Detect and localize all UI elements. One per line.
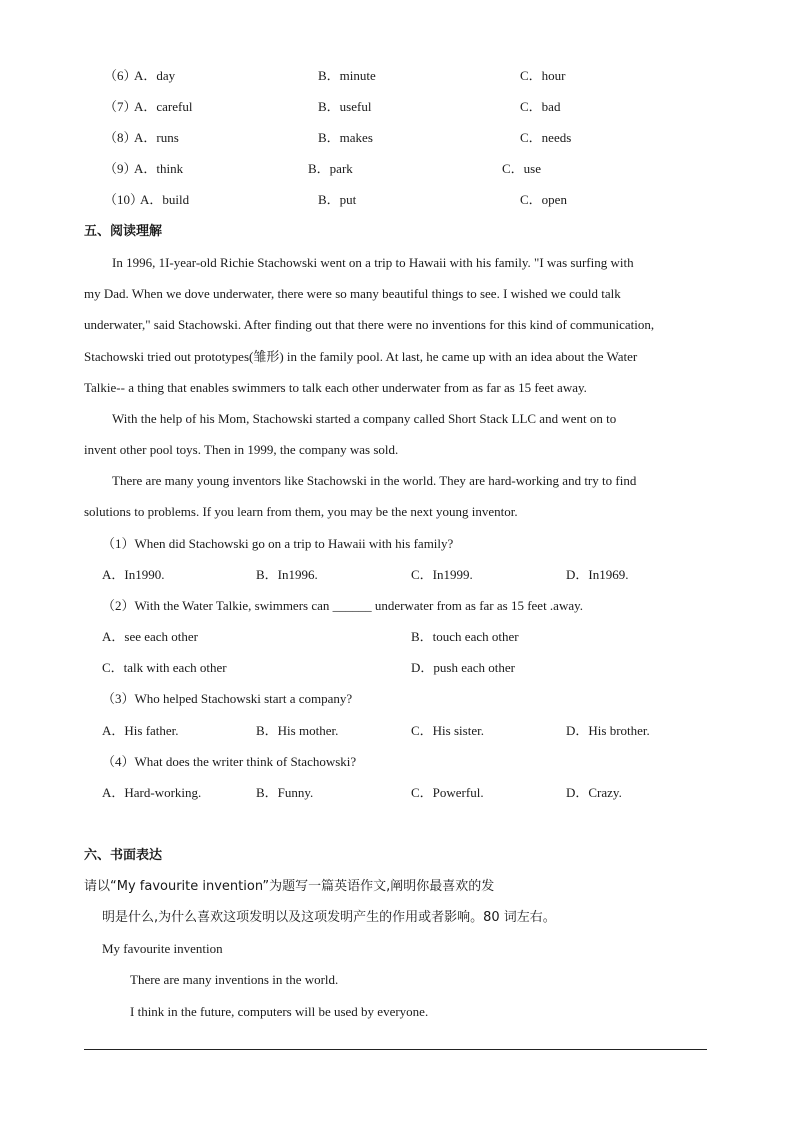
passage-line: Talkie-- a thing that enables swimmers to talk each other underwater from as far as 15 feet away. xyxy=(84,380,587,395)
passage-line: With the help of his Mom, Stachowski started a company called Short Stack LLC and went on to xyxy=(112,411,617,426)
answer-option: D．His brother. xyxy=(566,723,650,738)
answer-line xyxy=(84,1049,707,1050)
option-a: A．day xyxy=(134,68,176,83)
option-c: C．needs xyxy=(520,130,572,145)
essay-line: I think in the future, computers will be used by everyone. xyxy=(130,1004,429,1019)
option-a: A．build xyxy=(140,192,190,207)
question-text: （4）What does the writer think of Stachowski? xyxy=(102,754,357,769)
passage-line: solutions to problems. If you learn from them, you may be the next young inventor. xyxy=(84,504,518,519)
writing-prompt-line: 明是什么,为什么喜欢这项发明以及这项发明产生的作用或者影响。80 词左右。 xyxy=(102,910,556,925)
answer-option: D．push each other xyxy=(411,660,515,675)
option-b: B．minute xyxy=(318,68,376,83)
answer-option: B．Funny. xyxy=(256,785,314,800)
option-b: B．makes xyxy=(318,130,373,145)
question-text: （1）When did Stachowski go on a trip to Hawaii with his family? xyxy=(102,536,454,551)
passage-line: In 1996, 1I-year-old Richie Stachowski went on a trip to Hawaii with his family. "I was surfing with xyxy=(112,255,634,270)
answer-option: A．see each other xyxy=(102,629,199,644)
question-text: （2）With the Water Talkie, swimmers can ______ underwater from as far as 15 feet .away. xyxy=(102,598,584,613)
option-c: C．bad xyxy=(520,99,561,114)
section-title-reading: 五、阅读理解 xyxy=(84,224,163,239)
question-number: （6） xyxy=(104,68,137,83)
option-a: A．runs xyxy=(134,130,179,145)
essay-title: My favourite invention xyxy=(102,941,223,956)
answer-option: C．talk with each other xyxy=(102,660,227,675)
answer-option: C．Powerful. xyxy=(411,785,484,800)
question-number: （9） xyxy=(104,161,137,176)
answer-option: A．In1990. xyxy=(102,567,165,582)
question-number: （8） xyxy=(104,130,137,145)
option-b: B．park xyxy=(308,161,353,176)
passage-line: invent other pool toys. Then in 1999, the company was sold. xyxy=(84,442,399,457)
option-c: C．use xyxy=(502,161,542,176)
passage-line: underwater," said Stachowski. After finding out that there were no inventions for this kind of communication, xyxy=(84,317,655,332)
answer-option: B．touch each other xyxy=(411,629,519,644)
answer-option: A．Hard-working. xyxy=(102,785,202,800)
answer-option: C．His sister. xyxy=(411,723,484,738)
writing-prompt-line: 请以“My favourite invention”为题写一篇英语作文,阐明你最喜欢的发 xyxy=(84,879,495,894)
answer-option: B．In1996. xyxy=(256,567,318,582)
answer-option: B．His mother. xyxy=(256,723,339,738)
answer-option: D．In1969. xyxy=(566,567,629,582)
essay-line: There are many inventions in the world. xyxy=(130,972,339,987)
answer-option: D．Crazy. xyxy=(566,785,622,800)
passage-line: my Dad. When we dove underwater, there were so many beautiful things to see. I wished we could talk xyxy=(84,286,621,301)
option-c: C．open xyxy=(520,192,567,207)
answer-option: A．His father. xyxy=(102,723,179,738)
option-c: C．hour xyxy=(520,68,566,83)
option-a: A．careful xyxy=(134,99,193,114)
option-a: A．think xyxy=(134,161,184,176)
question-text: （3）Who helped Stachowski start a company? xyxy=(102,691,353,706)
section-title-writing: 六、书面表达 xyxy=(84,848,163,863)
passage-line: There are many young inventors like Stachowski in the world. They are hard-working and try to find xyxy=(112,473,637,488)
question-number: （10） xyxy=(104,192,144,207)
option-b: B．useful xyxy=(318,99,372,114)
passage-line: Stachowski tried out prototypes(雏形) in the family pool. At last, he came up with an idea about the Water xyxy=(84,349,638,364)
question-number: （7） xyxy=(104,99,137,114)
answer-option: C．In1999. xyxy=(411,567,473,582)
option-b: B．put xyxy=(318,192,357,207)
